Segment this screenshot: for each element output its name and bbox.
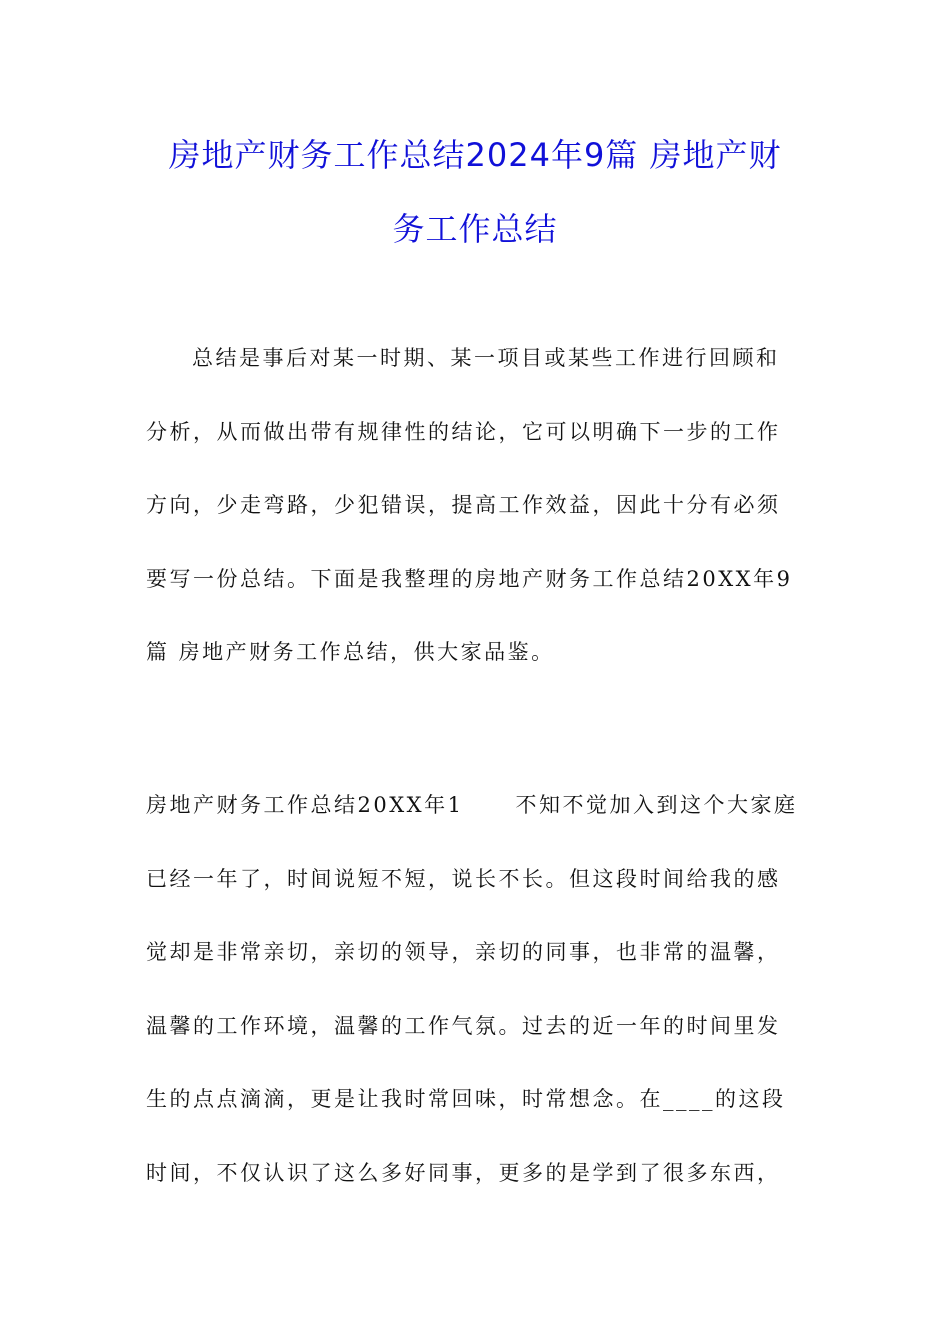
title-line-1: 房地产财务工作总结2024年9篇 房地产财 xyxy=(168,136,782,174)
section-1-line-3: 觉却是非常亲切，亲切的领导，亲切的同事，也非常的温馨， xyxy=(146,940,781,964)
section-1-line-2: 已经一年了，时间说短不短，说长不长。但这段时间给我的感 xyxy=(146,866,781,891)
section-1-paragraph xyxy=(146,769,806,1210)
intro-line-5: 篇 房地产财务工作总结，供大家品鉴。 xyxy=(146,640,555,664)
section-1-line-4: 温馨的工作环境，温馨的工作气氛。过去的近一年的时间里发 xyxy=(146,1013,781,1038)
section-heading: 房地产财务工作总结20XX年1 xyxy=(146,793,464,817)
section-1-line-5: 生的点点滴滴，更是让我时常回味，时常想念。在____的这段 xyxy=(146,1087,786,1111)
section-1-first-line-text: 不知不觉加入到这个大家庭 xyxy=(515,793,798,817)
section-1-line-6: 时间，不仅认识了这么多好同事，更多的是学到了很多东西， xyxy=(146,1160,781,1185)
intro-line-3: 方向，少走弯路，少犯错误，提高工作效益，因此十分有必须 xyxy=(146,493,781,517)
title-line-2: 务工作总结 xyxy=(392,210,558,248)
intro-line-1: 总结是事后对某一时期、某一项目或某些工作进行回顾和 xyxy=(192,346,780,370)
intro-line-4: 要写一份总结。下面是我整理的房地产财务工作总结20XX年9 xyxy=(146,566,793,591)
section-1-first-line xyxy=(146,769,806,843)
intro-paragraph xyxy=(146,322,806,690)
intro-line-2: 分析，从而做出带有规律性的结论，它可以明确下一步的工作 xyxy=(146,419,781,444)
document-title xyxy=(120,118,830,266)
